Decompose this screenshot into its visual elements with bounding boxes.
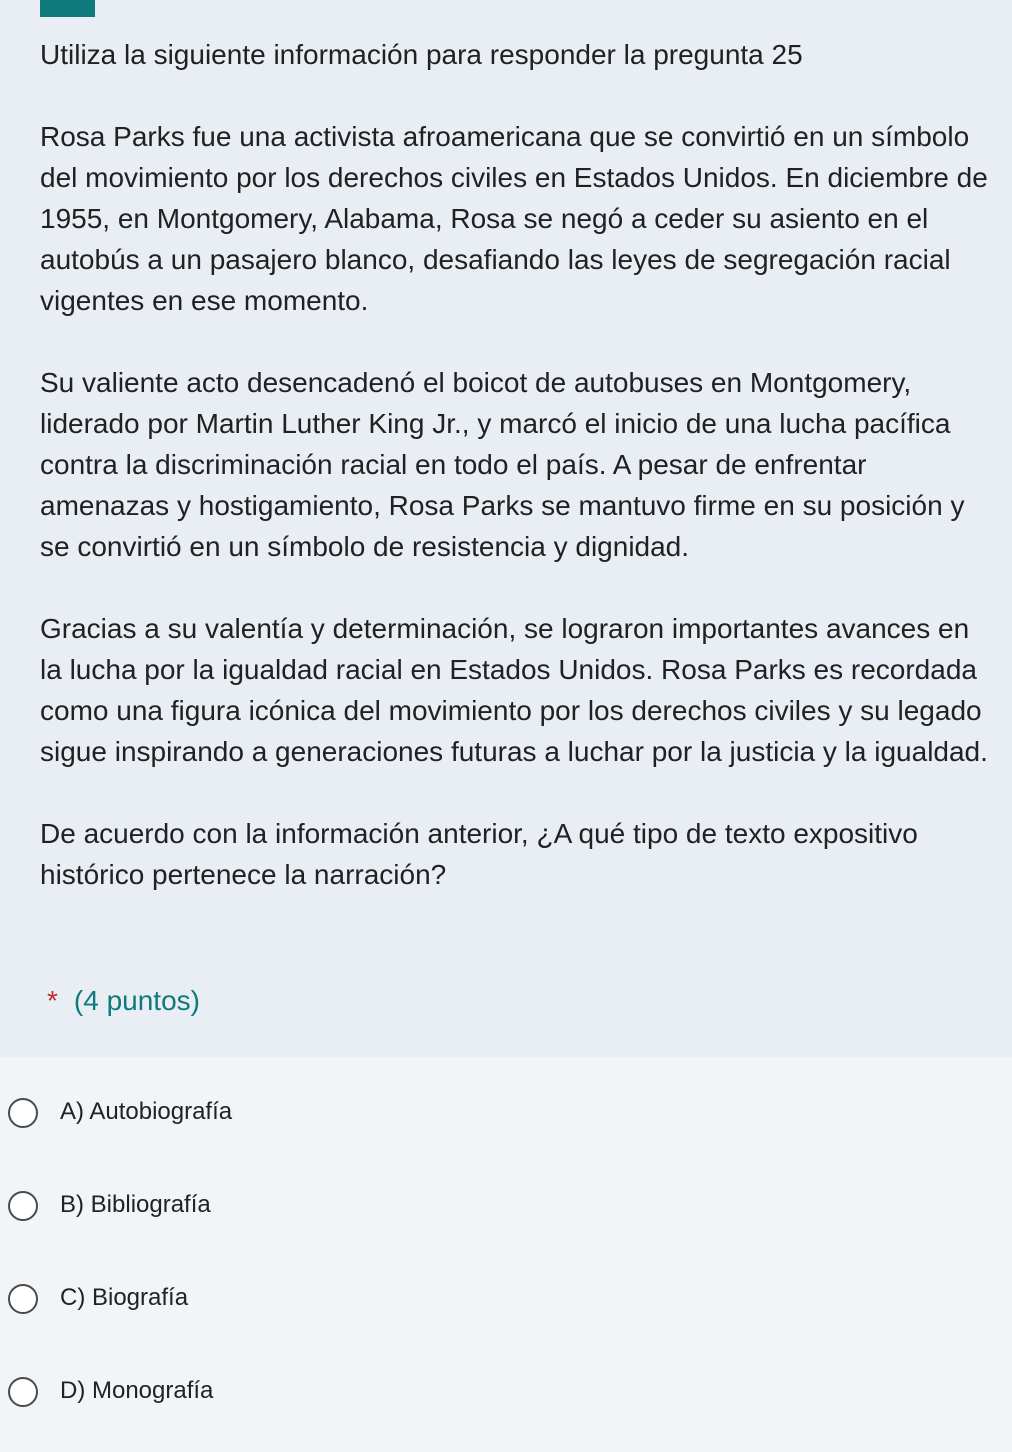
question-prompt: De acuerdo con la información anterior, ¿A qué tipo de texto expositivo histórico pertenece la narración?: [40, 818, 918, 890]
required-marker: *: [47, 985, 58, 1016]
accent-tab: [40, 0, 95, 17]
radio-button-icon[interactable]: [8, 1098, 38, 1128]
radio-button-icon[interactable]: [8, 1284, 38, 1314]
option-d[interactable]: [0, 1364, 600, 1424]
passage-paragraph-1: Rosa Parks fue una activista afroamericana que se convirtió en un símbolo del movimiento por los derechos civiles en Estados Unidos. En diciembre de 1955, en Montgomery, Alabama, Rosa se negó a ceder su asiento en el autobús a un pasajero blanco, desafiando las leyes de segregación racial vigentes en ese momento.: [40, 121, 988, 316]
option-c-label: C) Biografía: [60, 1284, 189, 1311]
radio-button-icon[interactable]: [8, 1191, 38, 1221]
radio-button-icon[interactable]: [8, 1377, 38, 1407]
option-a[interactable]: [0, 1085, 600, 1145]
question-text: [40, 34, 995, 895]
option-b[interactable]: [0, 1178, 600, 1238]
question-intro: Utiliza la siguiente información para responder la pregunta 25: [40, 39, 803, 70]
option-a-label: A) Autobiografía: [60, 1098, 233, 1125]
option-b-label: B) Bibliografía: [60, 1191, 211, 1218]
points-label: (4 puntos): [73, 985, 200, 1016]
option-c[interactable]: [0, 1271, 600, 1331]
points-line: [47, 980, 200, 1021]
option-d-label: D) Monografía: [60, 1377, 214, 1404]
passage-paragraph-3: Gracias a su valentía y determinación, se lograron importantes avances en la lucha por la igualdad racial en Estados Unidos. Rosa Parks es recordada como una figura icónica del movimiento por los derechos civiles y su legado sigue inspirando a generaciones futuras a luchar por la justicia y la igualdad.: [40, 613, 988, 767]
passage-paragraph-2: Su valiente acto desencadenó el boicot de autobuses en Montgomery, liderado por Martin Luther King Jr., y marcó el inicio de una lucha pacífica contra la discriminación racial en todo el país. A pesar de enfrentar amenazas y hostigamiento, Rosa Parks se mantuvo firme en su posición y se convirtió en un símbolo de resistencia y dignidad.: [40, 367, 965, 562]
